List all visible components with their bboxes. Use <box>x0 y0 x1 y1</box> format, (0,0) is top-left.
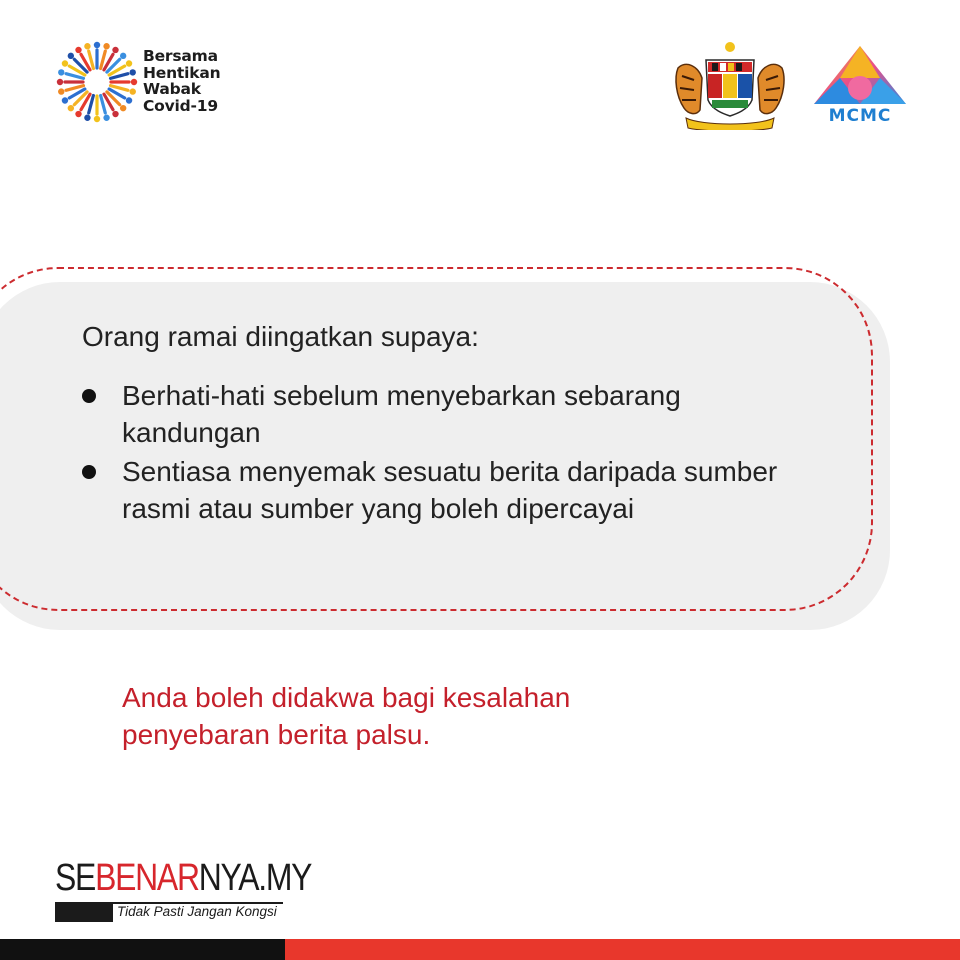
brand-name <box>55 856 311 900</box>
bottom-stripe-red <box>285 939 960 960</box>
warning-line-2: penyebaran berita palsu. <box>122 719 431 750</box>
card-intro: Orang ramai diingatkan supaya: <box>82 321 479 352</box>
mcmc-logo <box>810 44 910 128</box>
bullet-dot-icon <box>82 465 96 479</box>
card-bullet-list <box>82 377 802 527</box>
mcmc-label: MCMC <box>828 106 892 126</box>
warning-text <box>122 679 722 753</box>
card-bullet-text: Sentiasa menyemak sesuatu berita daripada sumber rasmi atau sumber yang boleh dipercayai <box>122 456 778 524</box>
brand-tagline: Tidak Pasti Jangan Kongsi <box>117 904 277 919</box>
card-bullet-item <box>82 453 802 527</box>
campaign-logo <box>55 40 255 130</box>
brand-part-2: BENAR <box>95 857 199 899</box>
campaign-text <box>143 48 220 114</box>
mcmc-triangle-icon <box>810 44 910 106</box>
campaign-line-2: Hentikan <box>143 63 221 82</box>
coat-of-arms-icon <box>672 38 788 130</box>
campaign-line-3: Wabak <box>143 80 201 98</box>
card-bullet-text: Berhati-hati sebelum menyebarkan sebarang kandungan <box>122 380 681 448</box>
brand-part-1: SE <box>55 857 96 899</box>
bottom-stripe-dark <box>0 939 285 960</box>
message-card <box>82 318 802 529</box>
campaign-line-1: Bersama <box>143 47 218 65</box>
sebenarnya-brand <box>55 856 312 926</box>
brand-part-3: NYA.MY <box>198 857 312 899</box>
campaign-burst-icon <box>55 40 139 124</box>
bullet-dot-icon <box>82 389 96 403</box>
campaign-line-4: Covid-19 <box>143 96 218 115</box>
card-bullet-item <box>82 377 802 451</box>
warning-line-1: Anda boleh didakwa bagi kesalahan <box>122 682 571 713</box>
